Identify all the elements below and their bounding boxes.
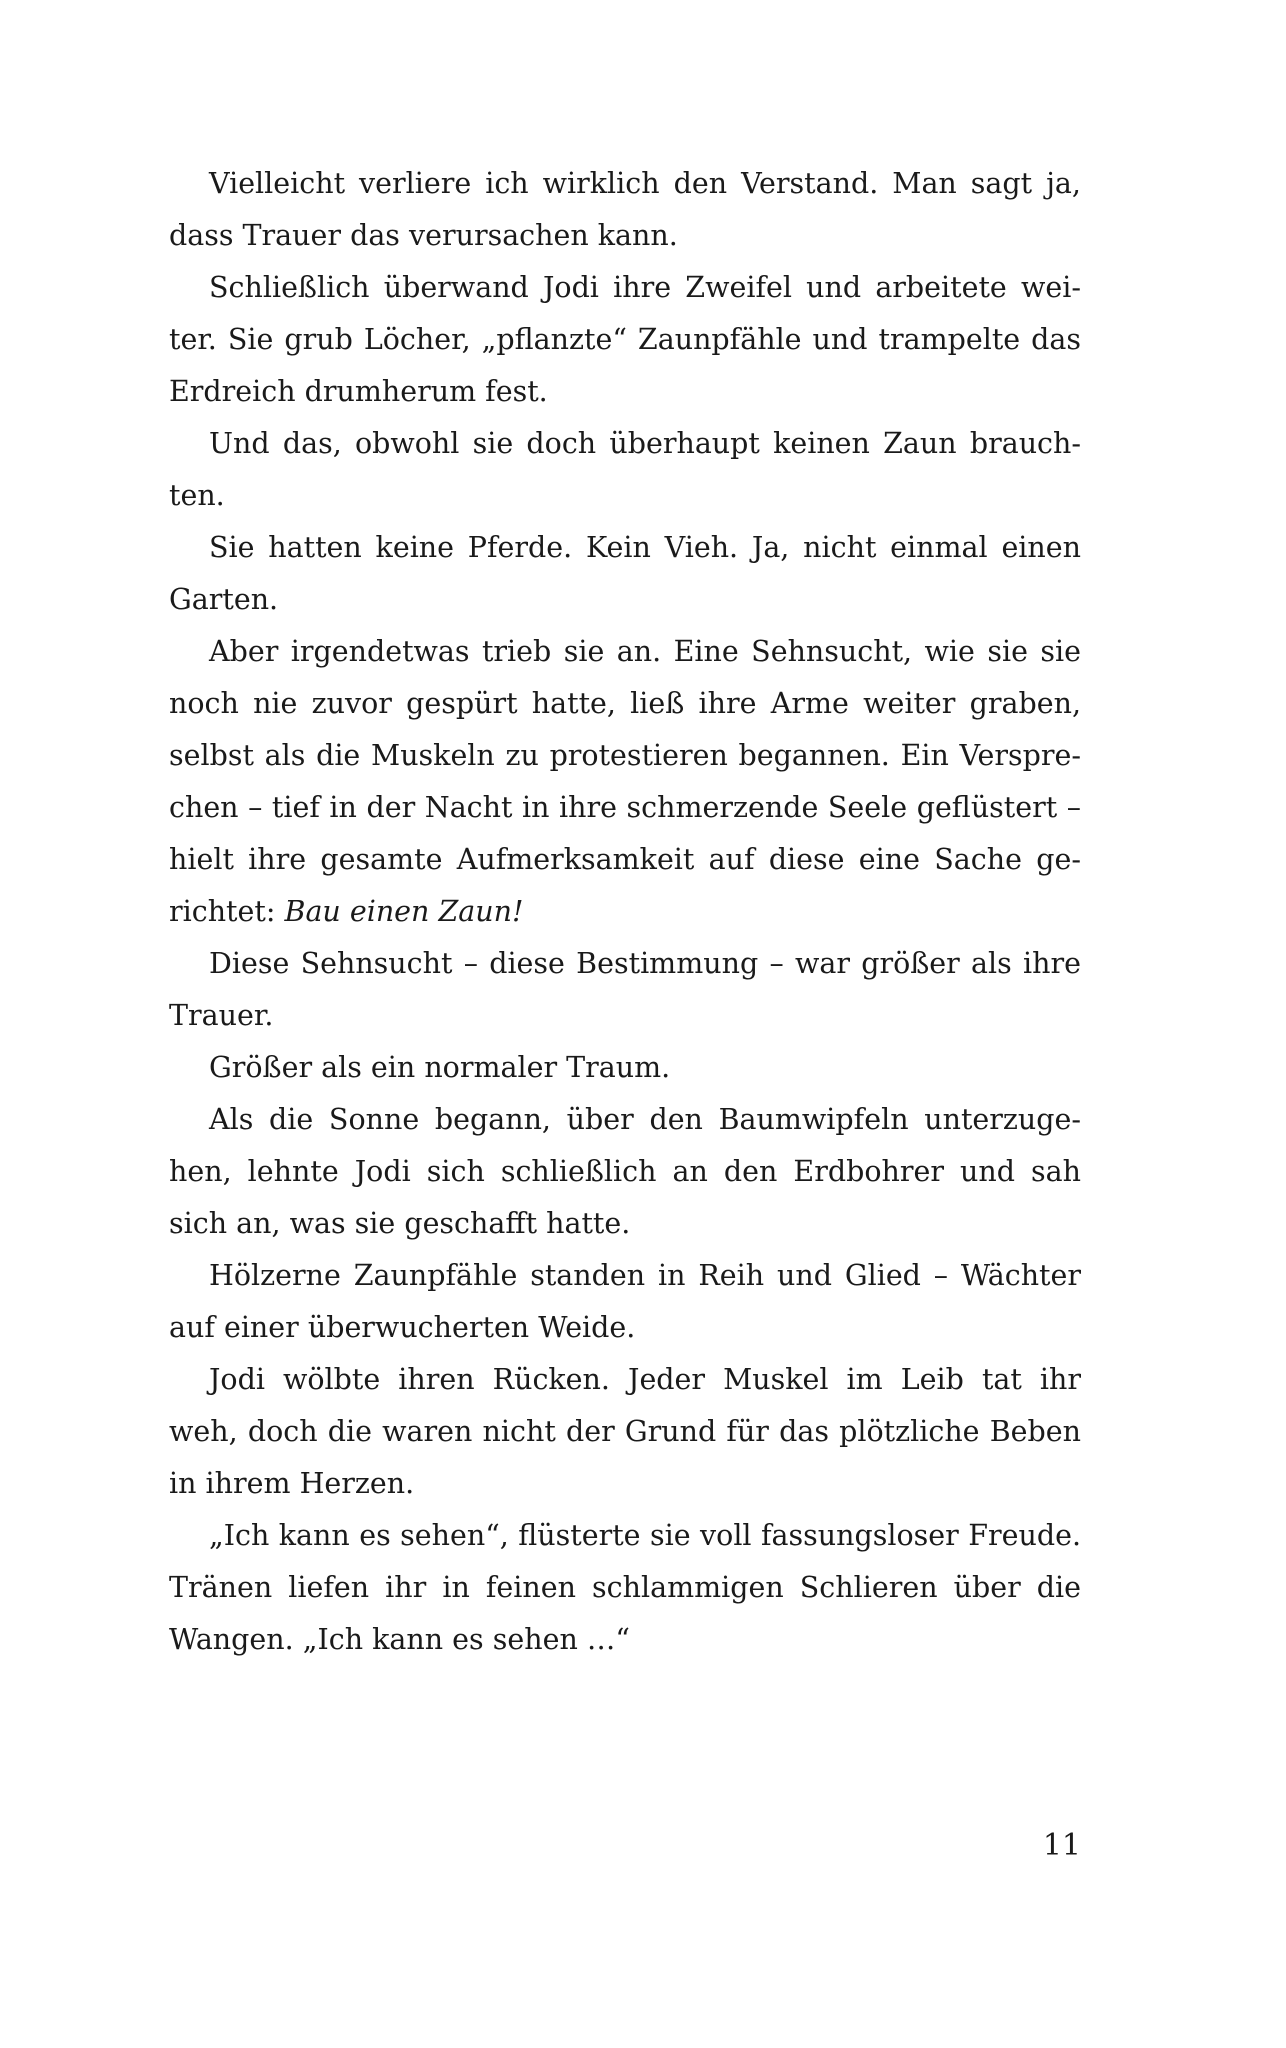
text-line — [169, 1458, 1081, 1510]
text-line-content: „Ich kann es sehen“, flüsterte sie voll fassungsloser Freude. — [209, 1519, 1081, 1552]
text-line-content: Schließlich überwand Jodi ihre Zweifel und arbeitete wei- — [209, 271, 1081, 304]
text-line — [169, 1198, 1081, 1250]
text-line — [169, 1302, 1081, 1354]
text-line — [169, 314, 1081, 366]
text-line — [169, 938, 1081, 990]
text-line — [169, 158, 1081, 210]
text-line-content: auf einer überwucherten Weide. — [169, 1311, 636, 1344]
text-line-content: ten. — [169, 479, 225, 512]
text-line — [169, 210, 1081, 262]
text-line — [169, 262, 1081, 314]
text-line-content: selbst als die Muskeln zu protestieren begannen. Ein Verspre- — [169, 739, 1081, 772]
text-line — [169, 1406, 1081, 1458]
text-line — [169, 1094, 1081, 1146]
text-line — [169, 678, 1081, 730]
text-line — [169, 1562, 1081, 1614]
text-line — [169, 1614, 1081, 1666]
text-line-content: in ihrem Herzen. — [169, 1467, 415, 1500]
text-line — [169, 366, 1081, 418]
text-line — [169, 782, 1081, 834]
text-line-content: Aber irgendetwas trieb sie an. Eine Sehnsucht, wie sie sie — [209, 635, 1081, 668]
text-line-content: Trauer. — [169, 999, 274, 1032]
text-line-content: richtet: — [169, 895, 285, 928]
text-line-content: hielt ihre gesamte Aufmerksamkeit auf diese eine Sache ge- — [169, 843, 1081, 876]
text-line — [169, 1250, 1081, 1302]
text-line — [169, 470, 1081, 522]
text-line — [169, 1146, 1081, 1198]
text-line — [169, 574, 1081, 626]
text-line-content: sich an, was sie geschafft hatte. — [169, 1207, 631, 1240]
text-line-content: Vielleicht verliere ich wirklich den Verstand. Man sagt ja, — [209, 167, 1081, 200]
text-line-content: Diese Sehnsucht – diese Bestimmung – war größer als ihre — [209, 947, 1081, 980]
text-line-content: Sie hatten keine Pferde. Kein Vieh. Ja, nicht einmal einen — [209, 531, 1081, 564]
text-line-content: Und das, obwohl sie doch überhaupt keinen Zaun brauch- — [209, 427, 1081, 460]
text-line-content: Tränen liefen ihr in feinen schlammigen Schlieren über die — [169, 1571, 1081, 1604]
text-line — [169, 730, 1081, 782]
text-line — [169, 522, 1081, 574]
text-line — [169, 834, 1081, 886]
emphasized-text: Bau einen Zaun! — [284, 895, 524, 928]
text-line-content: Wangen. „Ich kann es sehen …“ — [169, 1623, 630, 1656]
text-line-content: ter. Sie grub Löcher, „pflanzte“ Zaunpfähle und trampelte das — [169, 323, 1081, 356]
text-line — [169, 1354, 1081, 1406]
text-line — [169, 990, 1081, 1042]
text-line-content: Als die Sonne begann, über den Baumwipfeln unterzuge- — [209, 1103, 1081, 1136]
text-line-content: Jodi wölbte ihren Rücken. Jeder Muskel im Leib tat ihr — [209, 1363, 1081, 1396]
text-line-content: weh, doch die waren nicht der Grund für das plötzliche Beben — [169, 1415, 1081, 1448]
text-line-content: Garten. — [169, 583, 279, 616]
text-line — [169, 1042, 1081, 1094]
body-text — [169, 158, 1081, 1666]
text-line-content: dass Trauer das verursachen kann. — [169, 219, 678, 252]
text-line-content: Größer als ein normaler Traum. — [209, 1051, 671, 1084]
text-line-content: noch nie zuvor gespürt hatte, ließ ihre Arme weiter graben, — [169, 687, 1081, 720]
page-number: 11 — [1042, 1828, 1081, 1863]
text-line-content: Hölzerne Zaunpfähle standen in Reih und Glied – Wächter — [209, 1259, 1081, 1292]
text-line — [169, 886, 1081, 938]
text-line — [169, 1510, 1081, 1562]
text-line — [169, 418, 1081, 470]
text-line-content: hen, lehnte Jodi sich schließlich an den Erdbohrer und sah — [169, 1155, 1081, 1188]
text-line-content: Erdreich drumherum fest. — [169, 375, 548, 408]
text-line-content: chen – tief in der Nacht in ihre schmerzende Seele geflüstert – — [169, 791, 1081, 824]
text-line — [169, 626, 1081, 678]
